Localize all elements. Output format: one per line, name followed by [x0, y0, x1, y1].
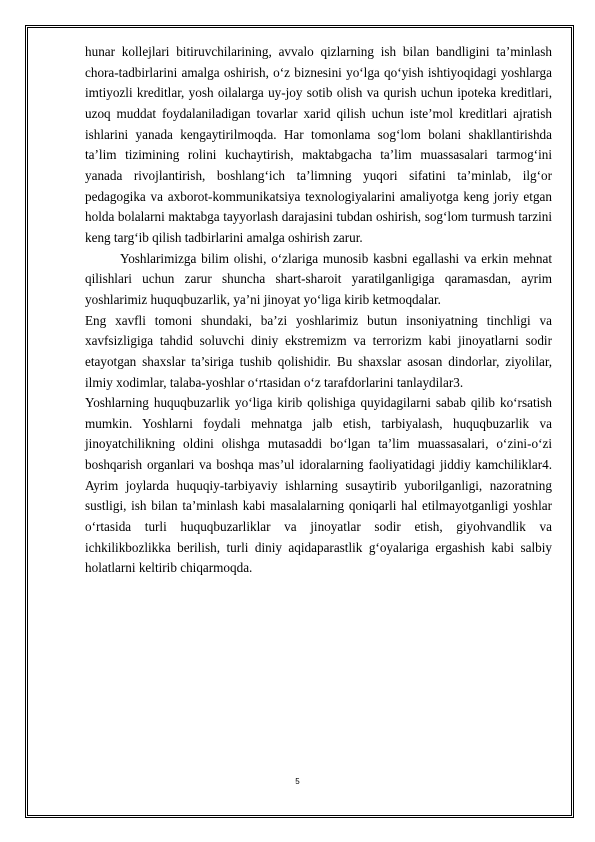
document-body: [85, 42, 552, 579]
paragraph-3: Eng xavfli tomoni shundaki, ba’zi yoshlarimiz butun insoniyatning tinchligi va xavfsizligiga tahdid soluvchi diniy ekstremizm va terrorizm kabi jinoyatlarni sodir etayotgan shaxslar ta’siriga tushib qolishidir. Bu shaxslar asosan dindorlar, ziyolilar, ilmiy xodimlar, talaba-yoshlar o‘rtasidan o‘z tarafdorlarini tanlaydilar3.: [85, 312, 552, 390]
paragraph-1: hunar kollejlari bitiruvchilarining, avvalo qizlarning ish bilan bandligini ta’minlash chora-tadbirlarini amalga oshirish, o‘z biznesini yo‘lga qo‘yish ishtiyoqidagi yoshlarga imtiyozli kreditlar, yosh oilalarga uy-joy sotib olish va qurish uchun ipoteka kreditlari, uzoq muddat foydalaniladigan tovarlar xarid qilish uchun iste’mol kreditlari ajratish ishlarini yanada kengaytirilmoqda. Har tomonlama sog‘lom bolani shakllantirishda ta’lim tizimining rolini kuchaytirish, maktabgacha ta’lim muassasalari tarmog‘ini yanada rivojlantirish, boshlang‘ich ta’limning yuqori sifatini ta’minlab, ilg‘or pedagogika va axborot-kommunikatsiya texnologiyalarini amaliyotga keng joriy etgan holda bolalarni maktabga tayyorlash darajasini tubdan oshirish, sog‘lom turmush tarzini keng targ‘ib qilish tadbirlarini amalga oshirish zarur.: [85, 44, 552, 245]
paragraph-4: Yoshlarning huquqbuzarlik yo‘liga kirib qolishiga quyidagilarni sabab qilib ko‘rsatish mumkin. Yoshlarni foydali mehnatga jalb etish, tarbiyalash, huquqbuzarlik va jinoyatchilikning oldini olishga mutasaddi bo‘lgan ta’lim muassasalari, o‘zini-o‘zi boshqarish organlari va boshqa mas’ul idoralarning faoliyatidagi jiddiy kamchiliklar4. Ayrim joylarda huquqiy-tarbiyaviy ishlarning susaytirib yuborilganligi, nazoratning sustligi, ish bilan ta’minlash kabi masalalarning qoniqarli hal etilmayotganligi yoshlar o‘rtasida turli huquqbuzarliklar va jinoyatlar sodir etish, giyohvandlik va ichkilikbozlikka berilish, turli diniy aqidaparastlik g‘oyalariga ergashish kabi salbiy holatlarni keltirib chiqarmoqda.: [85, 395, 552, 576]
page-number: 5: [295, 777, 300, 786]
paragraph-2: Yoshlarimizga bilim olishi, o‘zlariga munosib kasbni egallashi va erkin mehnat qilishlari uchun zarur shuncha shart-sharoit yaratilganligiga qaramasdan, ayrim yoshlarimiz huquqbuzarlik, ya’ni jinoyat yo‘liga kirib ketmoqdalar.: [85, 250, 552, 307]
